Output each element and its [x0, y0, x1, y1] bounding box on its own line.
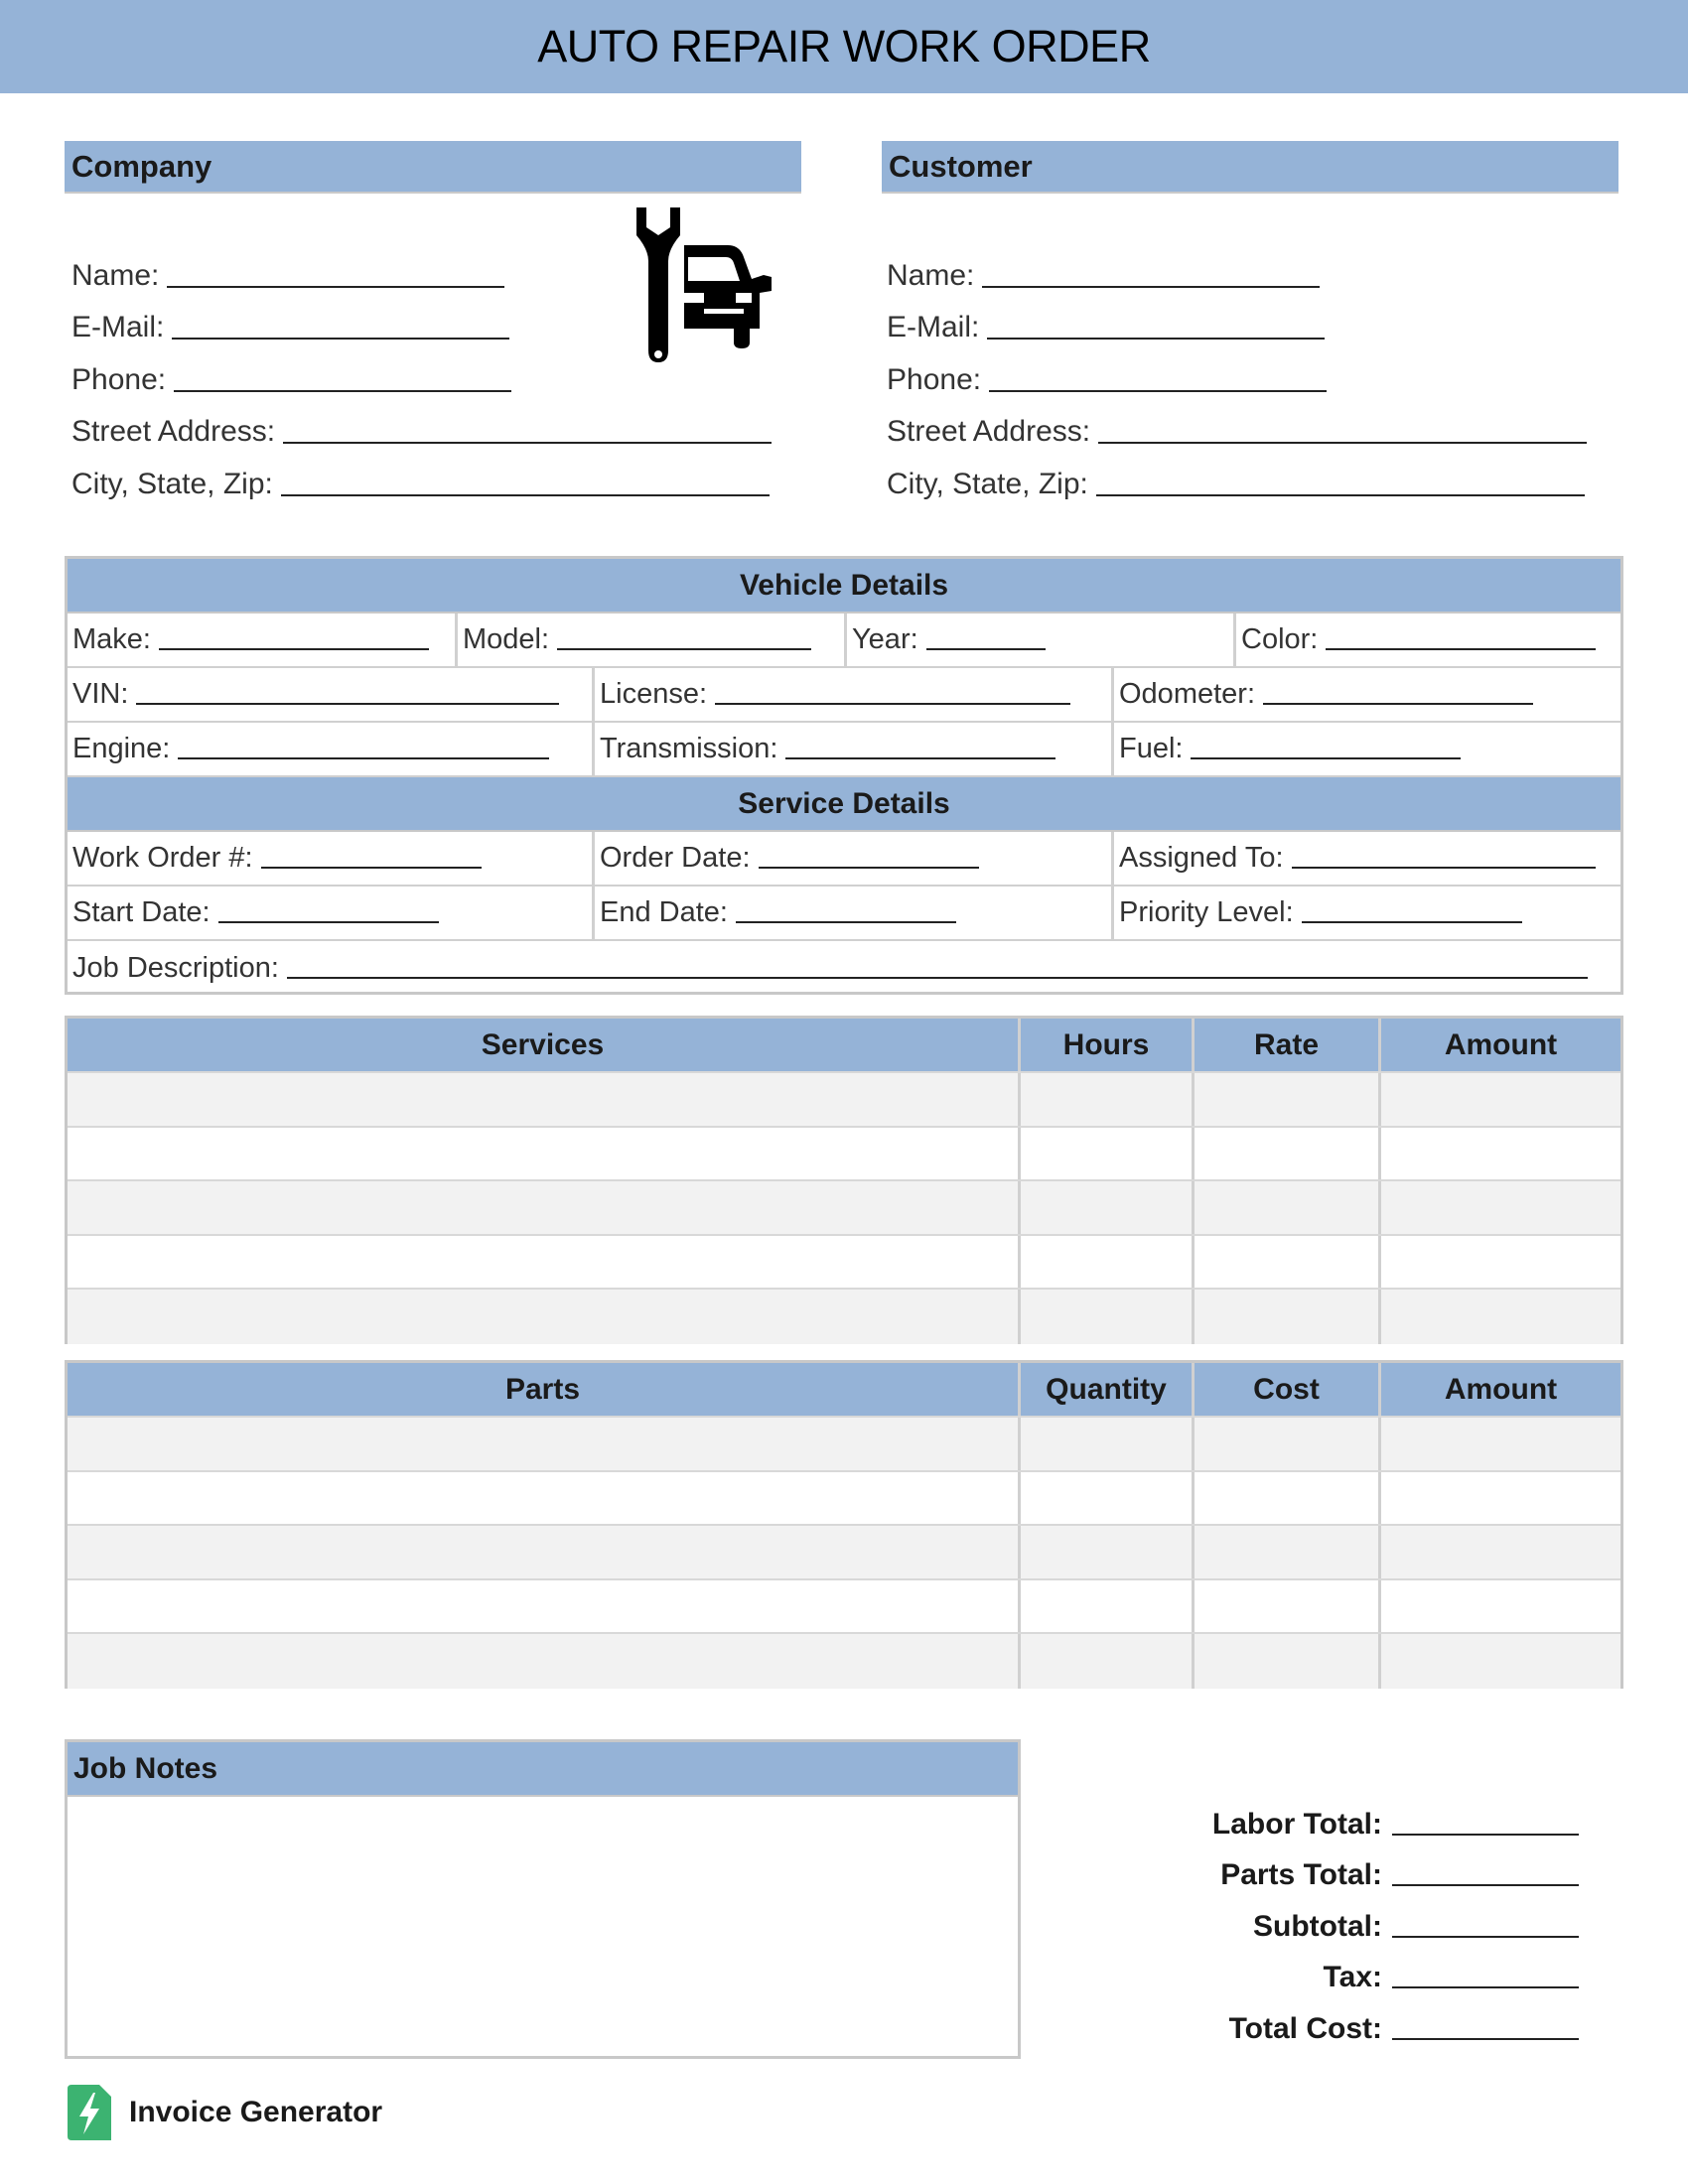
- table-row: [68, 1073, 1620, 1128]
- color-field[interactable]: Color:: [1236, 614, 1620, 666]
- company-street-field[interactable]: Street Address:: [71, 397, 772, 450]
- company-heading: Company: [71, 148, 212, 184]
- transmission-field[interactable]: Transmission:: [595, 723, 1114, 775]
- odometer-field[interactable]: Odometer:: [1114, 668, 1620, 721]
- table-cell[interactable]: [1021, 1290, 1195, 1344]
- title-bar: [0, 0, 1688, 93]
- customer-city-field[interactable]: City, State, Zip:: [887, 449, 1587, 501]
- parts-total-field[interactable]: Parts Total:: [1092, 1842, 1579, 1893]
- service-row-3: [68, 941, 1620, 996]
- table-row: [68, 1526, 1620, 1580]
- license-field[interactable]: License:: [595, 668, 1114, 721]
- customer-name-field[interactable]: Name:: [887, 240, 1587, 293]
- tax-field[interactable]: Tax:: [1092, 1944, 1579, 1995]
- lightning-bolt-icon: [68, 2085, 111, 2140]
- page-title: AUTO REPAIR WORK ORDER: [537, 21, 1151, 71]
- table-cell[interactable]: [68, 1580, 1021, 1633]
- table-cell[interactable]: [1195, 1290, 1381, 1344]
- service-details-header: Service Details: [68, 777, 1620, 832]
- table-cell[interactable]: [68, 1526, 1021, 1578]
- table-cell[interactable]: [1381, 1418, 1620, 1470]
- table-cell[interactable]: [1021, 1181, 1195, 1234]
- services-column-header: Services: [68, 1019, 1021, 1071]
- table-row: [68, 1128, 1620, 1182]
- table-cell[interactable]: [1021, 1128, 1195, 1180]
- table-cell[interactable]: [68, 1634, 1021, 1689]
- assigned-to-field[interactable]: Assigned To:: [1114, 832, 1620, 885]
- table-cell[interactable]: [1381, 1580, 1620, 1633]
- table-cell[interactable]: [68, 1472, 1021, 1525]
- make-field[interactable]: Make:: [68, 614, 458, 666]
- customer-fields: [887, 240, 1587, 501]
- table-cell[interactable]: [1381, 1236, 1620, 1289]
- customer-street-field[interactable]: Street Address:: [887, 397, 1587, 450]
- vehicle-row-3: [68, 723, 1620, 777]
- table-row: [68, 1236, 1620, 1291]
- details-grid: [65, 556, 1623, 995]
- vin-field[interactable]: VIN:: [68, 668, 595, 721]
- parts-table-header: [68, 1363, 1620, 1418]
- table-cell[interactable]: [1195, 1634, 1381, 1689]
- hours-column-header: Hours: [1021, 1019, 1195, 1071]
- engine-field[interactable]: Engine:: [68, 723, 595, 775]
- company-header: [65, 141, 801, 194]
- table-cell[interactable]: [1381, 1181, 1620, 1234]
- services-table-header: [68, 1019, 1620, 1073]
- table-cell[interactable]: [1195, 1236, 1381, 1289]
- customer-email-field[interactable]: E-Mail:: [887, 293, 1587, 345]
- model-field[interactable]: Model:: [458, 614, 847, 666]
- priority-level-field[interactable]: Priority Level:: [1114, 887, 1620, 939]
- vehicle-details-header: Vehicle Details: [68, 559, 1620, 614]
- vehicle-row-1: [68, 614, 1620, 668]
- customer-heading: Customer: [889, 148, 1033, 184]
- table-cell[interactable]: [68, 1236, 1021, 1289]
- table-cell[interactable]: [68, 1073, 1021, 1126]
- service-row-1: [68, 832, 1620, 887]
- table-cell[interactable]: [1381, 1073, 1620, 1126]
- table-cell[interactable]: [1021, 1526, 1195, 1578]
- services-table: [65, 1016, 1623, 1344]
- work-order-field[interactable]: Work Order #:: [68, 832, 595, 885]
- customer-header: [882, 141, 1618, 194]
- table-cell[interactable]: [1381, 1128, 1620, 1180]
- table-cell[interactable]: [1381, 1634, 1620, 1689]
- order-date-field[interactable]: Order Date:: [595, 832, 1114, 885]
- table-cell[interactable]: [1021, 1580, 1195, 1633]
- parts-table: [65, 1360, 1623, 1689]
- table-cell[interactable]: [68, 1418, 1021, 1470]
- wrench-car-icon: [629, 205, 779, 364]
- table-cell[interactable]: [1195, 1526, 1381, 1578]
- table-cell[interactable]: [1021, 1418, 1195, 1470]
- table-cell[interactable]: [1381, 1290, 1620, 1344]
- rate-column-header: Rate: [1195, 1019, 1381, 1071]
- table-row: [68, 1580, 1620, 1635]
- customer-phone-field[interactable]: Phone:: [887, 344, 1587, 397]
- vehicle-row-2: [68, 668, 1620, 723]
- table-row: [68, 1634, 1620, 1689]
- fuel-field[interactable]: Fuel:: [1114, 723, 1620, 775]
- total-cost-field[interactable]: Total Cost:: [1092, 1994, 1579, 2046]
- job-notes-textarea[interactable]: [68, 1797, 1018, 2057]
- table-row: [68, 1472, 1620, 1527]
- brand-footer[interactable]: [68, 2085, 382, 2140]
- job-notes-box: [65, 1739, 1021, 2059]
- quantity-column-header: Quantity: [1021, 1363, 1195, 1416]
- table-cell[interactable]: [1195, 1128, 1381, 1180]
- totals-block: [1092, 1790, 1579, 2046]
- cost-column-header: Cost: [1195, 1363, 1381, 1416]
- table-cell[interactable]: [1381, 1472, 1620, 1525]
- company-name-field[interactable]: Name:: [71, 240, 772, 293]
- table-cell[interactable]: [1195, 1181, 1381, 1234]
- end-date-field[interactable]: End Date:: [595, 887, 1114, 939]
- amount-column-header: Amount: [1444, 1372, 1558, 1406]
- table-cell[interactable]: [1021, 1472, 1195, 1525]
- amount-column-header: Amount: [1444, 1027, 1558, 1061]
- job-notes-header: Job Notes: [68, 1742, 1018, 1797]
- service-row-2: [68, 887, 1620, 941]
- subtotal-field[interactable]: Subtotal:: [1092, 1892, 1579, 1944]
- company-city-field[interactable]: City, State, Zip:: [71, 449, 772, 501]
- labor-total-field[interactable]: Labor Total:: [1092, 1790, 1579, 1842]
- table-row: [68, 1290, 1620, 1344]
- table-row: [68, 1181, 1620, 1236]
- company-email-field[interactable]: E-Mail:: [71, 293, 772, 345]
- table-cell[interactable]: [1195, 1580, 1381, 1633]
- table-cell[interactable]: [1195, 1073, 1381, 1126]
- parts-column-header: Parts: [68, 1363, 1021, 1416]
- table-cell[interactable]: [1021, 1236, 1195, 1289]
- company-phone-field[interactable]: Phone:: [71, 344, 772, 397]
- table-cell[interactable]: [1195, 1418, 1381, 1470]
- table-cell[interactable]: [1021, 1073, 1195, 1126]
- table-cell[interactable]: [68, 1128, 1021, 1180]
- table-cell[interactable]: [68, 1290, 1021, 1344]
- table-row: [68, 1418, 1620, 1472]
- year-field[interactable]: Year:: [847, 614, 1236, 666]
- brand-name: Invoice Generator: [129, 2096, 383, 2128]
- table-cell[interactable]: [1381, 1526, 1620, 1578]
- job-description-field[interactable]: Job Description:: [68, 941, 1620, 996]
- start-date-field[interactable]: Start Date:: [68, 887, 595, 939]
- table-cell[interactable]: [68, 1181, 1021, 1234]
- table-cell[interactable]: [1021, 1634, 1195, 1689]
- table-cell[interactable]: [1195, 1472, 1381, 1525]
